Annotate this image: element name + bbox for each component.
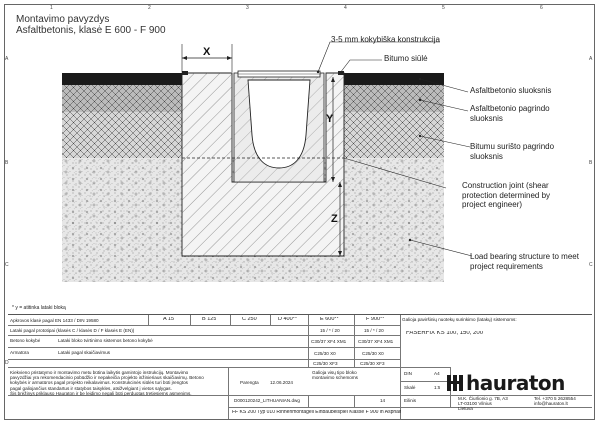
address-line-1: M.K. Čiurlionio g. 7B, A3 [458,396,508,401]
edge-letter-b-right: B [589,160,593,166]
company-name: hauraton [466,371,565,395]
drainage-channel [234,71,324,182]
label-construction-joint-line3: project engineer) [462,200,523,209]
drawn-by-label: Parengta [240,380,259,385]
installation-notes [10,370,204,396]
label-asphalt-layer: Asfaltbetonio sluoksnis [470,86,552,95]
label-construction-joint-line1: Construction joint (shear [462,181,549,190]
edge-number-3: 3 [246,5,249,11]
label-asphalt-base-line1: Asfaltbetonio pagrindo [470,104,550,113]
drawing-title-line2: Asfaltbetonis, klasė E 600 - F 900 [16,25,166,36]
table-rule [8,335,400,336]
label-load-bearing-line1: Load bearing structure to meet [470,252,579,261]
edge-number-6: 6 [540,5,543,11]
hauraton-logo-icon [447,373,463,393]
load-class-label: Apkrovos klasė pagal EN 1433 / DIN 19580 [10,318,99,323]
table-rule [400,315,401,419]
label-asphalt-base-line2: sluoksnis [470,113,503,123]
edge-number-4: 4 [344,5,347,11]
table-rule [8,359,400,360]
load-class-a15: A 15 [163,317,175,322]
table-rule [354,395,355,407]
revision-number: 14 [380,398,386,403]
edge-number-5: 5 [442,5,445,11]
table-rule [148,315,149,325]
validity-note-line1: Galioja visų tipo bloko [312,370,357,375]
drawing-title-line1: Montavimo pavyzdys [16,14,110,25]
company-address [458,396,508,412]
table-rule [228,367,229,419]
row4-sub: Lataki pagal skaičiavimus [58,350,111,355]
format-value: A4 [434,371,440,376]
label-construction-gap: 3-5 mm kokybiška konstrukcija [331,35,440,44]
drawing-footer: FF KS 200 Typ 010 Rinnenmontageil Einbaubeispiel Klasse F 900 in Asphalt [232,410,402,415]
table-rule [228,407,592,408]
unit-label: Eilinis [404,398,416,403]
table-rule [8,367,400,368]
load-class-e600: E 600** [320,317,339,322]
label-bitumen-seam: Bitumo siūlė [384,54,428,63]
table-rule [8,347,400,348]
edge-number-1: 1 [50,5,53,11]
row2-f900: 15 / * / 20 [364,328,384,333]
edge-letter-b: B [5,160,9,166]
company-contact [534,396,576,406]
note-line-4: pagal galiojančius standartus ir statybos taisykles, atsižvelgiant į vietos sąlygas. [10,385,172,391]
drawing-file: D000120242_LITHUANIAN.dwg [234,398,300,403]
edge-letter-a: A [5,56,9,62]
edge-letter-c: C [5,262,9,268]
edge-letter-d: D [5,360,9,366]
row3-f900: C30/37 XF4 XM1 [358,339,394,344]
z-dimension-label: Z [331,213,338,225]
hauraton-logo [447,371,565,395]
product-name: FASERFIX KS 100, 150, 200 [406,331,484,336]
title-block-table [8,314,592,419]
validity-note-line2: montavimo schemoms [312,375,358,381]
table-rule [400,381,450,382]
table-rule [354,315,355,367]
row5-e600: C25/30 XF3 [313,361,338,366]
row2-e600: 15 / * / 20 [320,328,340,333]
footnote: * y = atitinka lataki bloką [12,305,66,311]
product-heading: Galioja paviršinių nuotekų surinkimo (latakų) sistemoms: [402,317,517,322]
row4-f900: C25/30 X0 [362,351,384,356]
table-rule [308,395,309,407]
y-dimension-label: Y [326,113,334,125]
address-line-2: LT-03100 Vilnius [458,401,492,407]
edge-letter-a-right: A [589,56,593,62]
note-line-1: Kiekvieno pristatymo ir montavimo metu būtina laikytis gamintojo instrukcijų. Montavimo [10,370,189,375]
note-line-2: pavyzdžiai yra rekomendacinio pobūdžio ir nepakeičia projekto inžinieriaus skaičiavimų. Betono [10,375,204,381]
format-label: DIN [404,371,412,376]
label-construction-joint [462,181,550,210]
table-rule [308,315,309,367]
bitumen-seam-left [182,71,188,75]
label-construction-joint-line2: protection determined by [462,190,551,200]
table-rule [8,325,400,326]
x-dimension-label: X [203,46,211,58]
row2-label: Lataki pagal prototipai (klasės C / klasės D / F klasės E (EN)) [10,328,135,333]
contact-email: info@hauraton.lt [534,401,568,407]
label-load-bearing [470,252,579,271]
label-asphalt-base [470,104,550,123]
note-line-3: kokybės ir armatūros pagal projekto reikalavimus. Konstrukcinės siūlės turi būti įrengtos [10,380,188,386]
drawing-date: 12.06.2024 [270,380,293,385]
address-line-3: Lietuva [458,406,473,412]
validity-note [312,370,358,380]
contact-phone: Tel. +370 5 2628554 [534,396,576,401]
table-rule [400,367,450,368]
scale-value: 1:5 [434,385,441,390]
label-bitumen-base-line1: Bitumu surišto pagrindo [470,142,555,151]
label-bitumen-base-line2: sluoksnis [470,151,503,161]
edge-letter-c-right: C [589,262,593,268]
load-class-c250: C 250 [242,317,257,322]
label-load-bearing-line2: project requirements [470,261,543,271]
table-rule [270,315,271,325]
row4-label: Armatūra [10,350,29,355]
load-class-d400: D 400** [278,317,297,322]
row5-f900: C25/30 XF3 [360,361,385,366]
load-class-f900: F 900** [366,317,385,322]
row3-e600: C30/37 XF4 XM1 [311,339,347,344]
table-rule [190,315,191,325]
scale-label: Skalė [404,385,416,390]
row4-e600: C25/30 X0 [314,351,336,356]
edge-number-2: 2 [148,5,151,11]
note-line-5: Šis brėžinys priklauso Hauraton ir be leidimo negali būti perduotas tretiesiems asmenims. [10,390,192,396]
row3-label: Betono kokybė [10,338,41,343]
table-rule [230,315,231,325]
row3-sub: Lataki bloko tvirtinimo sistemos betono kokybė [58,338,153,343]
label-bitumen-base [470,142,554,161]
load-class-b125: B 125 [202,317,217,322]
